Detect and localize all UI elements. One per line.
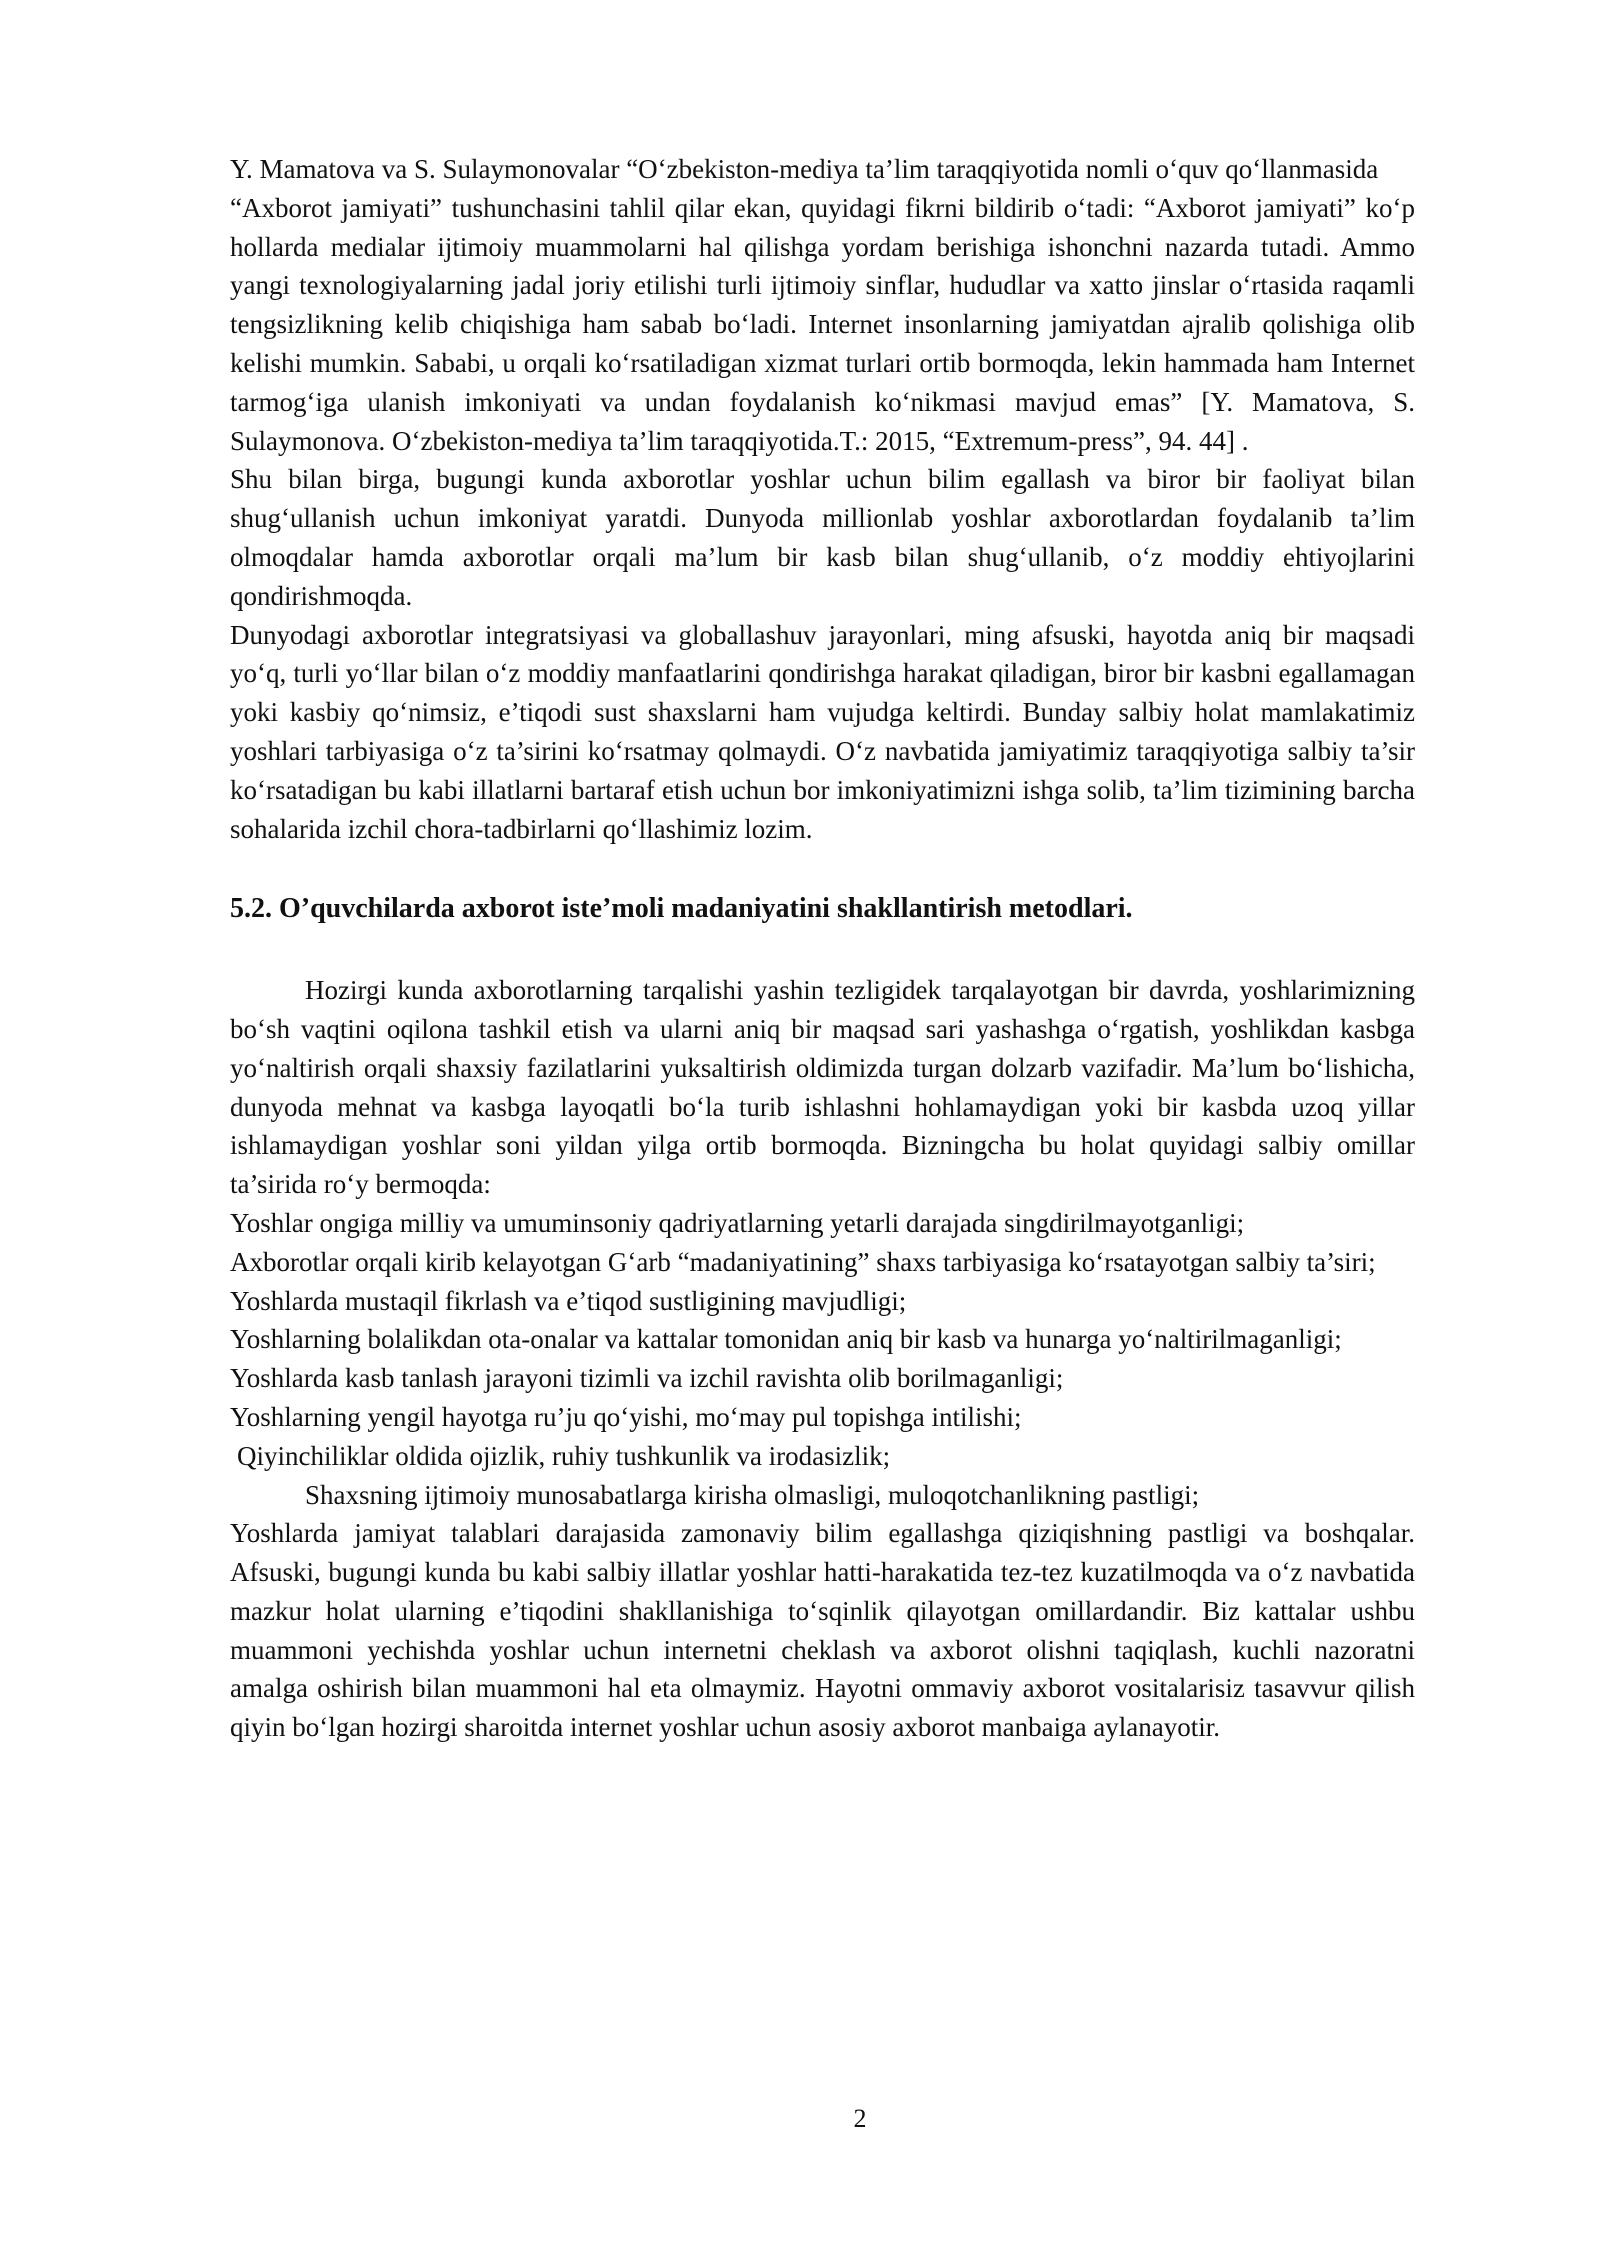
factor-item: Axborotlar orqali kirib kelayotgan G‘arb “madaniyatining” shaxs tarbiyasiga ko‘rsatayotgan salbiy ta’siri; xyxy=(230,1246,1376,1277)
paragraph-citation-intro: Y. Mamatova va S. Sulaymonovalar “O‘zbekiston-mediya ta’lim taraqqiyotida nomli o‘quv qo‘llanmasida xyxy=(230,154,1379,184)
factor-item: Yoshlarning yengil hayotga ru’ju qo‘yishi, mo‘may pul topishga intilishi; xyxy=(230,1401,1022,1432)
factor-item: Shaxsning ijtimoiy munosabatlarga kirisha olmasligi, muloqotchanlikning pastligi; xyxy=(305,1479,1200,1510)
factor-item: Yoshlarning bolalikdan ota-onalar va kattalar tomonidan aniq bir kasb va hunarga yo‘naltirilmaganligi; xyxy=(230,1324,1342,1355)
paragraph-information-society-quote: “Axborot jamiyati” tushunchasini tahlil qilar ekan, quyidagi fikrni bildirib o‘tadi: “Axborot jamiyati” ko‘p hollarda medialar ijtimoiy muammolarni hal qilishga yordam berishiga ishonchni nazarda tutadi. Ammo yangi texnologiyalarning jadal joriy etilishi turli ijtimoiy sinflar, hududlar va xatto jinslar o‘rtasida raqamli tengsizlikning kelib chiqishiga ham sabab bo‘ladi. Internet insonlarning jamiyatdan ajralib qolishiga olib kelishi mumkin. Sababi, u orqali ko‘rsatiladigan xizmat turlari ortib bormoqda, lekin hammada ham Internet tarmog‘iga ulanish imkoniyati va undan foydalanish ko‘nikmasi mavjud emas” [Y. Mamatova, S. Sulaymonova. O‘zbekiston-mediya ta’lim taraqqiyotida.T.: 2015, “Extremum-press”, 94. 44] . xyxy=(230,192,1415,456)
section-heading: 5.2. O’quvchilarda axborot iste’moli madaniyatini shakllantirish metodlari. xyxy=(230,893,1133,925)
paragraph-closing: Yoshlarda jamiyat talablari darajasida zamonaviy bilim egallashga qiziqishning pastligi va boshqalar. Afsuski, bugungi kunda bu kabi salbiy illatlar yoshlar hatti-harakatida tez-tez kuzatilmoqda va o‘z navbatida mazkur holat ularning e’tiqodini shakllanishiga to‘sqinlik qilayotgan omillardandir. Biz kattalar ushbu muammoni yechishda yoshlar uchun internetni cheklash va axborot olishni taqiqlash, kuchli nazoratni amalga oshirish bilan muammoni hal eta olmaymiz. Hayotni ommaviy axborot vositalarisiz tasavvur qilish qiyin bo‘lgan hozirgi sharoitda internet yoshlar uchun asosiy axborot manbaiga aylanayotir. xyxy=(230,1518,1415,1743)
paragraph-globalization: Dunyodagi axborotlar integratsiyasi va globallashuv jarayonlari, ming afsuski, hayotda aniq bir maqsadi yo‘q, turli yo‘llar bilan o‘z moddiy manfaatlarini qondirishga harakat qiladigan, biror bir kasbni egallamagan yoki kasbiy qo‘nimsiz, e’tiqodi sust shaxslarni ham vujudga keltirdi. Bunday salbiy holat mamlakatimiz yoshlari tarbiyasiga o‘z ta’sirini ko‘rsatmay qolmaydi. O‘z navbatida jamiyatimiz taraqqiyotiga salbiy ta’sir ko‘rsatadigan bu kabi illatlarni bartaraf etish uchun bor imkoniyatimizni ishga solib, ta’lim tizimining barcha sohalarida izchil chora-tadbirlarni qo‘llashimiz lozim. xyxy=(230,619,1415,844)
page-number: 2 xyxy=(853,2104,867,2133)
factor-item: Yoshlar ongiga milliy va umuminsoniy qadriyatlarning yetarli darajada singdirilmayotganligi; xyxy=(230,1207,1245,1238)
document-page xyxy=(230,150,1415,1747)
factor-item: Yoshlarda mustaqil fikrlash va e’tiqod sustligining mavjudligi; xyxy=(230,1285,907,1316)
factor-item: Yoshlarda kasb tanlash jarayoni tizimli va izchil ravishta olib borilmaganligi; xyxy=(230,1363,1064,1394)
factor-item: Qiyinchiliklar oldida ojizlik, ruhiy tushkunlik va irodasizlik; xyxy=(237,1440,891,1471)
paragraph-intro: Hozirgi kunda axborotlarning tarqalishi yashin tezligidek tarqalayotgan bir davrda, yoshlarimizning bo‘sh vaqtini oqilona tashkil etish va ularni aniq bir maqsad sari yashashga o‘rgatish, yoshlikdan kasbga yo‘naltirish orqali shaxsiy fazilatlarini yuksaltirish oldimizda turgan dolzarb vazifadir. Ma’lum bo‘lishicha, dunyoda mehnat va kasbga layoqatli bo‘la turib ishlashni hohlamaydigan yoki bir kasbda uzoq yillar ishlamaydigan yoshlar soni yildan yilga ortib bormoqda. Bizningcha bu holat quyidagi salbiy omillar ta’sirida ro‘y bermoqda: xyxy=(230,975,1415,1200)
paragraph-opportunities: Shu bilan birga, bugungi kunda axborotlar yoshlar uchun bilim egallash va biror bir faoliyat bilan shug‘ullanish uchun imkoniyat yaratdi. Dunyoda millionlab yoshlar axborotlardan foydalanib ta’lim olmoqdalar hamda axborotlar orqali ma’lum bir kasb bilan shug‘ullanib, o‘z moddiy ehtiyojlarini qondirishmoqda. xyxy=(230,464,1415,611)
